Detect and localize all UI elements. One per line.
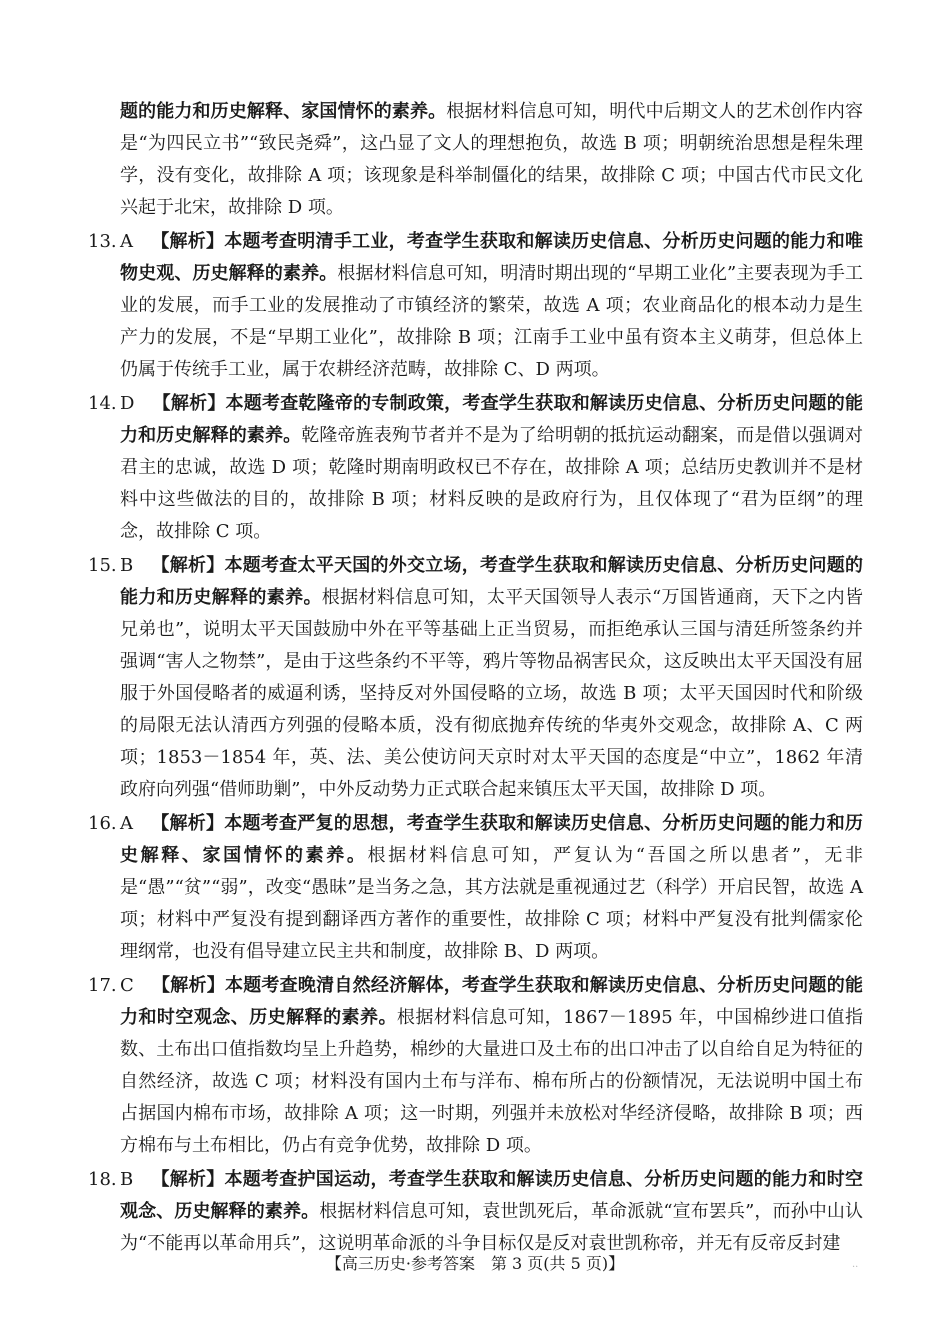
answer-letter: D [120,393,135,414]
item-text [120,808,863,968]
answer-item-14 [88,388,863,548]
item-text [120,1164,863,1260]
continued-heading: 题的能力和历史解释、家国情怀的素养。 [120,101,447,122]
analysis-body: 根据材料信息可知，1867－1895 年，中国棉纱进口值指数、土布出口值指数均呈上升趋势，棉纱的大量进口及土布的出口冲击了以自给自足为特征的自然经济，故选 C 项；材料没有国内土布与洋布、棉布所占的份额情况，无法说明中国土布占据国内棉布市场，故排除 A 项；这一时期，列强并未放松对华经济侵略，故排除 B 项；西方棉布与土布相比，仍占有竞争优势，故排除 D 项。 [120,1007,863,1156]
analysis-heading: 【解析】本题考查严复的思想，考查学生获取和解读历史信息、分析历史问题的能力和历史解释、家国情怀的素养。 [120,813,863,866]
analysis-heading: 【解析】本题考查护国运动，考查学生获取和解读历史信息、分析历史问题的能力和时空观念、历史解释的素养。 [120,1169,863,1222]
item-text [120,970,863,1162]
item-text [120,226,863,386]
answer-item-17 [88,970,863,1162]
analysis-heading: 【解析】本题考查太平天国的外交立场，考查学生获取和解读历史信息、分析历史问题的能力和历史解释的素养。 [120,555,863,608]
item-number: 13. [88,231,117,252]
answer-letter: B [120,1169,134,1190]
item-number: 18. [88,1169,117,1190]
analysis-heading: 【解析】本题考查晚清自然经济解体，考查学生获取和解读历史信息、分析历史问题的能力和时空观念、历史解释的素养。 [120,975,863,1028]
item-text [120,550,863,806]
answer-item-13 [88,226,863,386]
item-number: 14. [88,393,117,414]
answer-item-15 [88,550,863,806]
corner-mark: ·· [852,1262,859,1273]
item-number: 15. [88,555,117,576]
analysis-body: 根据材料信息可知，明清时期出现的“早期工业化”主要表现为手工业的发展，而手工业的发展推动了市镇经济的繁荣，故选 A 项；农业商品化的根本动力是生产力的发展，不是“早期工业化”，故排除 B 项；江南手工业中虽有资本主义萌芽，但总体上仍属于传统手工业，属于农耕经济范畴，故排除 C、D 两项。 [120,263,863,380]
answer-letter: C [120,975,134,996]
analysis-body: 根据材料信息可知，太平天国领导人表示“万国皆通商，天下之内皆兄弟也”，说明太平天国鼓励中外在平等基础上正当贸易，而拒绝承认三国与清廷所签条约并强调“害人之物禁”，是由于这些条约不平等，鸦片等物品祸害民众，这反映出太平天国没有屈服于外国侵略者的威逼利诱，坚持反对外国侵略的立场，故选 B 项；太平天国因时代和阶级的局限无法认清西方列强的侵略本质，没有彻底抛弃传统的华夷外交观念，故排除 A、C 两项；1853－1854 年，英、法、美公使访问天京时对太平天国的态度是“中立”，1862 年清政府向列强“借师助剿”，中外反动势力正式联合起来镇压太平天国，故排除 D 项。 [120,587,863,800]
item-number: 16. [88,813,117,834]
answer-item-16 [88,808,863,968]
continued-text: 根据材料信息可知，明代中后期文人的艺术创作内容是“为四民立书”“致民尧舜”，这凸显了文人的理想抱负，故选 B 项；明朝统治思想是程朱理学，没有变化，故排除 A 项；该现象是科举制僵化的结果，故排除 C 项；中国古代市民文化兴起于北宋，故排除 D 项。 [120,101,863,218]
analysis-body: 乾隆帝旌表殉节者并不是为了给明朝的抵抗运动翻案，而是借以强调对君主的忠诚，故选 D 项；乾隆时期南明政权已不存在，故排除 A 项；总结历史教训并不是材料中这些做法的目的，故排除 B 项；材料反映的是政府行为，且仅体现了“君为臣纲”的理念，故排除 C 项。 [120,425,863,542]
item-text [120,388,863,548]
answer-content [88,96,863,1260]
answer-letter: A [120,231,133,252]
analysis-body: 根据材料信息可知，袁世凯死后，革命派就“宣布罢兵”，而孙中山认为“不能再以革命用兵”，这说明革命派的斗争目标仅是反对袁世凯称帝，并无有反帝反封建 [120,1201,863,1254]
page-footer: 【高三历史·参考答案 第 3 页(共 5 页)】 [325,1254,625,1273]
continued-paragraph [120,96,863,224]
answer-letter: A [120,813,133,834]
analysis-heading: 【解析】本题考查乾隆帝的专制政策，考查学生获取和解读历史信息、分析历史问题的能力和历史解释的素养。 [120,393,863,446]
answer-letter: B [120,555,134,576]
answer-item-18 [88,1164,863,1260]
item-number: 17. [88,975,117,996]
analysis-body: 根据材料信息可知，严复认为“吾国之所以患者”，无非是“愚”“贫”“弱”，改变“愚昧”是当务之急，其方法就是重视通过艺（科学）开启民智，故选 A 项；材料中严复没有提到翻译西方著作的重要性，故排除 C 项；材料中严复没有批判儒家伦理纲常，也没有倡导建立民主共和制度，故排除 B、D 两项。 [120,845,863,962]
analysis-heading: 【解析】本题考查明清手工业，考查学生获取和解读历史信息、分析历史问题的能力和唯物史观、历史解释的素养。 [120,231,863,284]
